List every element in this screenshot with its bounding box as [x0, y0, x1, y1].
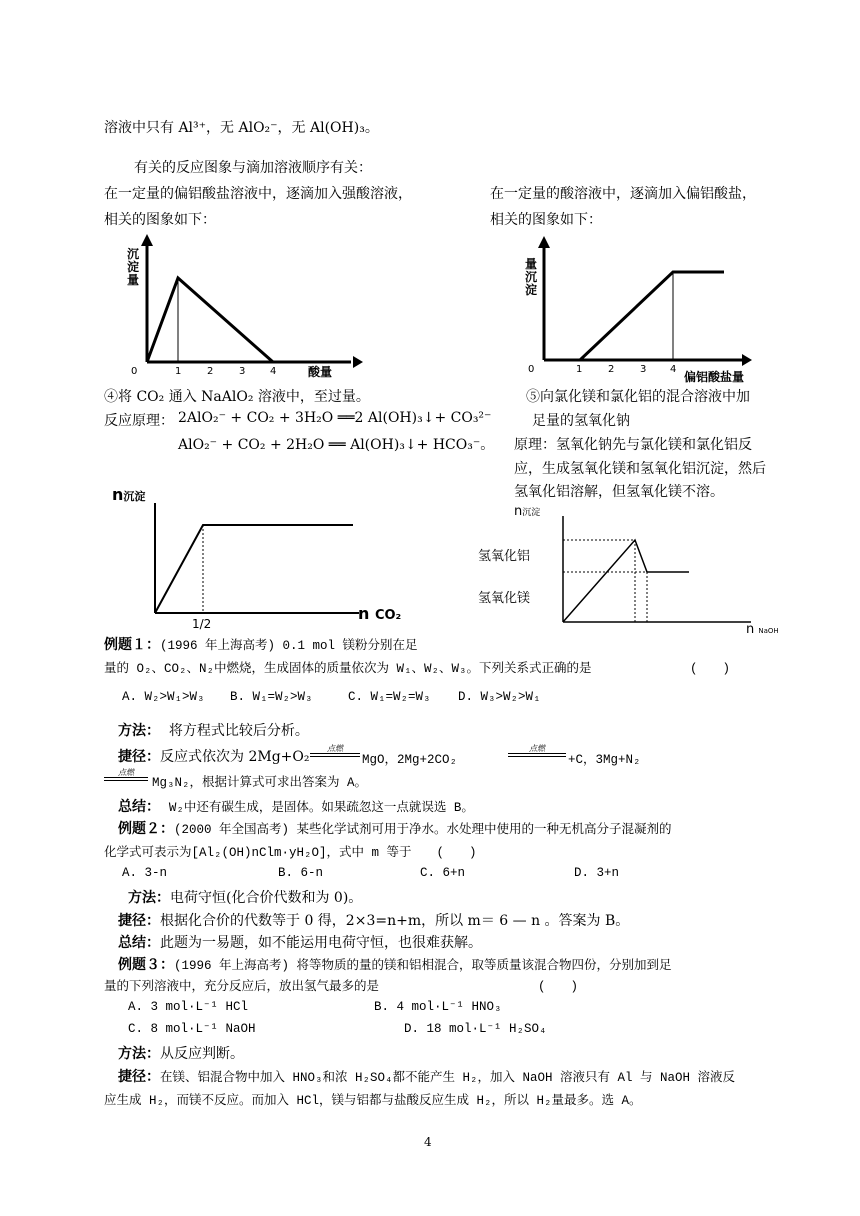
- item4-principle-label: 反应原理：: [104, 413, 174, 429]
- ex3-method: 方法：从反应判断。: [118, 1046, 244, 1062]
- chart-co2-into-aluminate: [145, 495, 365, 625]
- c3-curve: [155, 525, 353, 613]
- ex1-option-c: C. W₁=W₂=W₃: [348, 690, 431, 704]
- ex2-line-2: 化学式可表示为[Al₂(OH)nClm·yH₂O]，式中 m 等于 ( ): [104, 846, 477, 860]
- item5-line-1: ⑤向氯化镁和氯化铝的混合溶液中加: [526, 389, 750, 405]
- item5-line-3: 原理：氢氧化钠先与氯化镁和氯化铝反: [514, 437, 752, 453]
- c3-x-label: n CO₂: [358, 604, 402, 623]
- ex2-method: 方法：电荷守恒(化合价代数和为 0)。: [128, 890, 363, 906]
- right-desc-2: 相关的图象如下：: [490, 212, 602, 228]
- c4-x-label: n NaOH: [746, 622, 779, 637]
- chart-aluminate-into-acid: [520, 232, 760, 380]
- item5-line-4: 应，生成氢氧化镁和氢氧化铝沉淀，然后: [514, 461, 766, 477]
- c3-y-label: n沉淀: [112, 485, 146, 504]
- item5-line-2: 足量的氢氧化钠: [532, 413, 630, 429]
- ex3-paren: ( ): [538, 980, 579, 994]
- ex1-arrow-1: 点燃: [310, 744, 360, 757]
- ex2-option-c: C. 6+n: [420, 866, 466, 880]
- ex2-option-d: D. 3+n: [574, 866, 620, 880]
- ex1-arrow-2: 点燃: [508, 744, 566, 757]
- c1-tick-2: 2: [207, 366, 214, 377]
- ex1-method: 方法： 将方程式比较后分析。: [118, 723, 309, 739]
- chart-acid-into-aluminate: [125, 232, 365, 380]
- ex3-option-a: A. 3 mol·L⁻¹ HCl: [128, 1000, 249, 1014]
- c2-curve: [544, 272, 724, 360]
- c4-curve: [563, 540, 689, 622]
- chart-naoh-into-mixture: [555, 512, 755, 630]
- ex1-option-d: D. W₃>W₂>W₁: [458, 690, 541, 704]
- c2-y-label: 量沉淀: [525, 257, 538, 297]
- ex3-path-2: 应生成 H₂，而镁不反应。而加入 HCl，镁与铝都与盐酸反应生成 H₂，所以 H₂量最多。选 A。: [104, 1094, 642, 1108]
- ex1-arrow-3: 点燃: [104, 768, 148, 781]
- page-number: 4: [424, 1135, 432, 1149]
- ex2-line-1: 例题２：(2000 年全国高考) 某些化学试剂可用于净水。水处理中使用的一种无机高分子混凝剂的: [118, 821, 672, 837]
- ex1-line-1: 例题１：(1996 年上海高考) 0.1 mol 镁粉分别在足: [104, 637, 418, 653]
- c2-y-arrow: [538, 236, 550, 248]
- ex3-line-1: 例题３：(1996 年上海高考) 将等物质的量的镁和铝相混合，取等质量该混合物四份，分别加到足: [118, 957, 672, 973]
- item4-eq1: 2AlO₂⁻ + CO₂ + 3H₂O ══2 Al(OH)₃↓+ CO₃²⁻: [178, 410, 492, 426]
- c1-y-label: 沉淀量: [127, 247, 140, 287]
- c2-tick-3: 3: [640, 364, 647, 375]
- c1-curve: [147, 278, 273, 362]
- left-desc-1: 在一定量的偏铝酸盐溶液中，逐滴加入强酸溶液，: [104, 186, 412, 202]
- intro-line-2: 有关的反应图象与滴加溶液顺序有关：: [134, 160, 372, 176]
- c3-tick-label: 1/2: [192, 617, 212, 631]
- left-desc-2: 相关的图象如下：: [104, 212, 216, 228]
- ex2-path: 捷径：根据化合价的代数等于 0 得，2×3=n+m，所以 m＝ 6 — n 。答案为 B。: [118, 913, 630, 929]
- item4-title: ④将 CO₂ 通入 NaAlO₂ 溶液中，至过量。: [104, 389, 370, 405]
- ex1-summary: 总结： W₂中还有碳生成，是固体。如果疏忽这一点就误选 B。: [118, 799, 474, 815]
- ex1-path-4: Mg₃N₂，根据计算式可求出答案为 A。: [152, 776, 368, 790]
- ex1-option-a: A. W₂>W₁>W₃: [122, 690, 205, 704]
- ex1-line-2: 量的 O₂、CO₂、N₂中燃烧，生成固体的质量依次为 W₁、W₂、W₃。下列关系式正确的是: [104, 662, 592, 676]
- c2-x-label: 偏铝酸盐量: [684, 370, 745, 384]
- c1-y-arrow: [141, 234, 153, 246]
- ex2-option-a: A. 3-n: [122, 866, 168, 880]
- ex1-path-3: +C，3Mg+N₂: [568, 753, 641, 767]
- c1-tick-4: 4: [270, 366, 277, 377]
- c2-x-arrow: [742, 354, 752, 366]
- item5-line-5: 氢氧化铝溶解，但氢氧化镁不溶。: [514, 484, 724, 500]
- item4-eq2: AlO₂⁻ + CO₂ + 2H₂O ══ Al(OH)₃↓+ HCO₃⁻。: [178, 437, 495, 453]
- ex1-path-1: 捷径：反应式依次为 2Mg+O₂: [118, 749, 310, 765]
- c1-tick-1: 1: [175, 366, 182, 377]
- c1-tick-3: 3: [239, 366, 246, 377]
- c4-label-aloh3: 氢氧化铝: [478, 549, 531, 564]
- ex3-option-c: C. 8 mol·L⁻¹ NaOH: [128, 1022, 256, 1036]
- right-desc-1: 在一定量的酸溶液中，逐滴加入偏铝酸盐，: [490, 186, 756, 202]
- c2-tick-1: 1: [576, 364, 583, 375]
- ex2-option-b: B. 6-n: [278, 866, 324, 880]
- ex1-paren: ( ): [690, 662, 731, 676]
- intro-line-1: 溶液中只有 Al³⁺，无 AlO₂⁻，无 Al(OH)₃。: [104, 120, 379, 136]
- c1-x-label: 酸量: [308, 365, 333, 379]
- c1-tick-0: 0: [131, 366, 138, 377]
- ex3-path-1: 捷径：在镁、铝混合物中加入 HNO₃和浓 H₂SO₄都不能产生 H₂，加入 NaOH 溶液只有 Al 与 NaOH 溶液反: [118, 1069, 736, 1085]
- c2-tick-2: 2: [608, 364, 615, 375]
- c4-y-label: n沉淀: [514, 504, 541, 519]
- ex3-option-d: D. 18 mol·L⁻¹ H₂SO₄: [404, 1022, 547, 1036]
- c4-label-mgoh2: 氢氧化镁: [478, 591, 531, 606]
- ex3-line-2: 量的下列溶液中，充分反应后，放出氢气最多的是: [104, 980, 380, 994]
- ex1-option-b: B. W₁=W₂>W₃: [230, 690, 313, 704]
- ex3-option-b: B. 4 mol·L⁻¹ HNO₃: [374, 1000, 502, 1014]
- c1-x-arrow: [353, 356, 363, 368]
- c2-tick-0: 0: [528, 364, 535, 375]
- ex1-path-2: MgO，2Mg+2CO₂: [362, 753, 458, 767]
- c2-tick-4: 4: [670, 364, 677, 375]
- ex2-summary: 总结：此题为一易题，如不能运用电荷守恒，也很难获解。: [118, 935, 482, 951]
